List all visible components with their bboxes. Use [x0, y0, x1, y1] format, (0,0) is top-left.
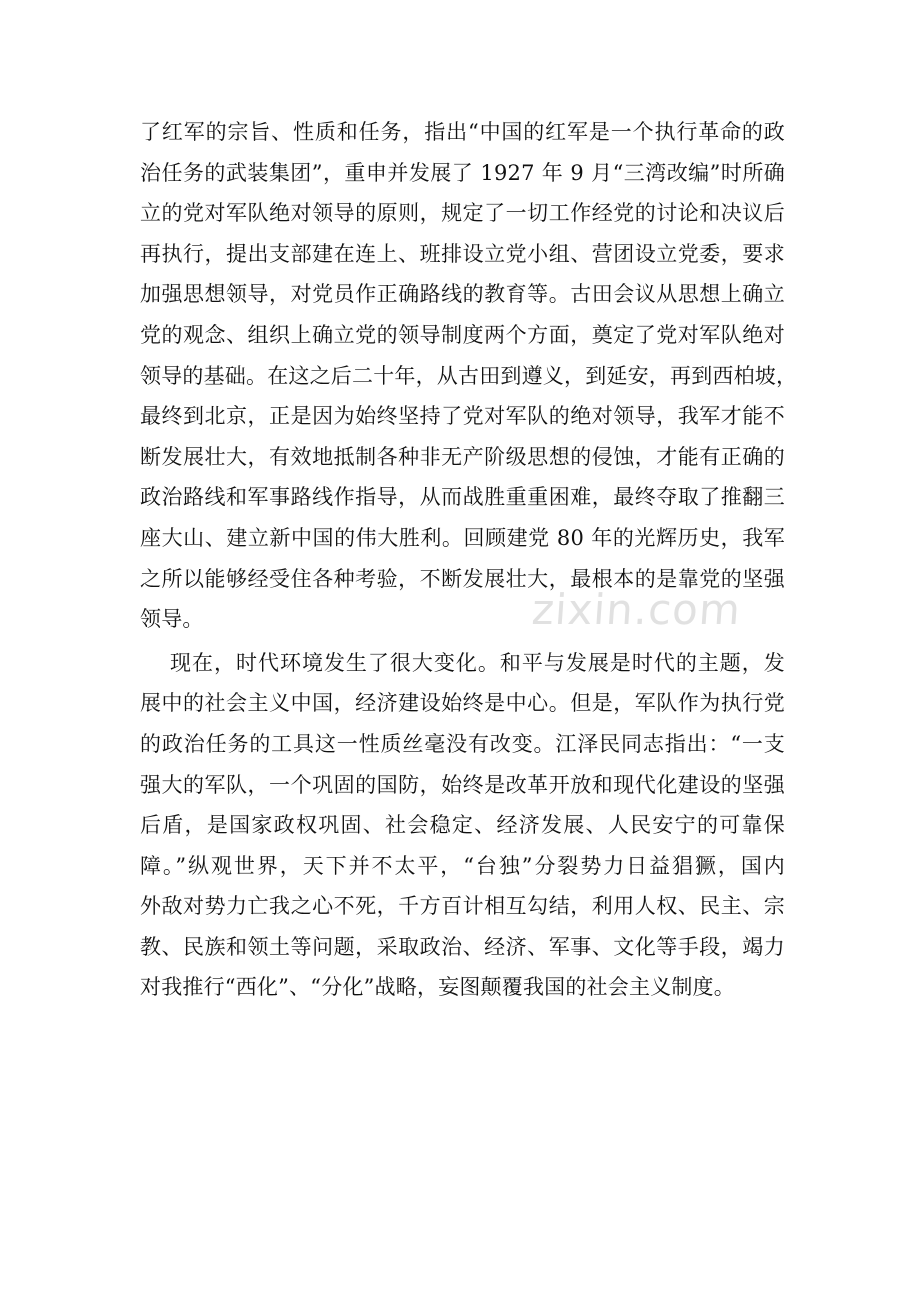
text-line: 政治路线和军事路线作指导，从而战胜重重困难，最终夺取了推翻三 — [140, 485, 785, 510]
text-line: 外敌对势力亡我之心不死，千方百计相互勾结，利用人权、民主、宗 — [140, 894, 785, 919]
text-line: 教、民族和领土等问题，采取政治、经济、军事、文化等手段，竭力 — [140, 934, 785, 959]
document-page — [140, 112, 798, 1008]
text-line: 后盾，是国家政权巩固、社会稳定、经济发展、人民安宁的可靠保 — [140, 813, 785, 838]
text-line: 领导。 — [140, 607, 204, 632]
text-line: 领导的基础。在这之后二十年，从古田到遵义，到延安，再到西柏坡， — [140, 363, 798, 388]
text-line: 强大的军队，一个巩固的国防，始终是改革开放和现代化建设的坚强 — [140, 772, 785, 797]
text-line: 最终到北京，正是因为始终坚持了党对军队的绝对领导，我军才能不 — [140, 404, 785, 429]
text-line: 立的党对军队绝对领导的原则，规定了一切工作经党的讨论和决议后 — [140, 201, 785, 226]
paragraph-1 — [140, 112, 798, 640]
text-line: 加强思想领导，对党员作正确路线的教育等。古田会议从思想上确立 — [140, 282, 785, 307]
text-line: 现在，时代环境发生了很大变化。和平与发展是时代的主题，发 — [170, 650, 785, 675]
text-line: 障。”纵观世界，天下并不太平，“台独”分裂势力日益猖獗，国内 — [140, 853, 785, 878]
paragraph-2 — [140, 643, 785, 1008]
text-line: 党的观念、组织上确立党的领导制度两个方面，奠定了党对军队绝对 — [140, 322, 785, 347]
text-line: 再执行，提出支部建在连上、班排设立党小组、营团设立党委，要求 — [140, 241, 785, 266]
text-line: 断发展壮大，有效地抵制各种非无产阶级思想的侵蚀，才能有正确的 — [140, 444, 785, 469]
watermark: zixin.com — [530, 585, 743, 634]
text-line: 之所以能够经受住各种考验，不断发展壮大，最根本的是靠党的坚强 — [140, 566, 785, 591]
text-line: 了红军的宗旨、性质和任务，指出“中国的红军是一个执行革命的政 — [140, 120, 785, 144]
text-line: 对我推行“西化”、“分化”战略，妄图颠覆我国的社会主义制度。 — [140, 975, 735, 1000]
text-line: 的政治任务的工具这一性质丝毫没有改变。江泽民同志指出：“一支 — [140, 731, 785, 756]
text-line: 座大山、建立新中国的伟大胜利。回顾建党 80 年的光辉历史，我军 — [140, 525, 785, 550]
text-line: 展中的社会主义中国，经济建设始终是中心。但是，军队作为执行党 — [140, 691, 785, 716]
text-line: 治任务的武装集团”，重申并发展了 1927 年 9 月“三湾改编”时所确 — [140, 160, 785, 185]
